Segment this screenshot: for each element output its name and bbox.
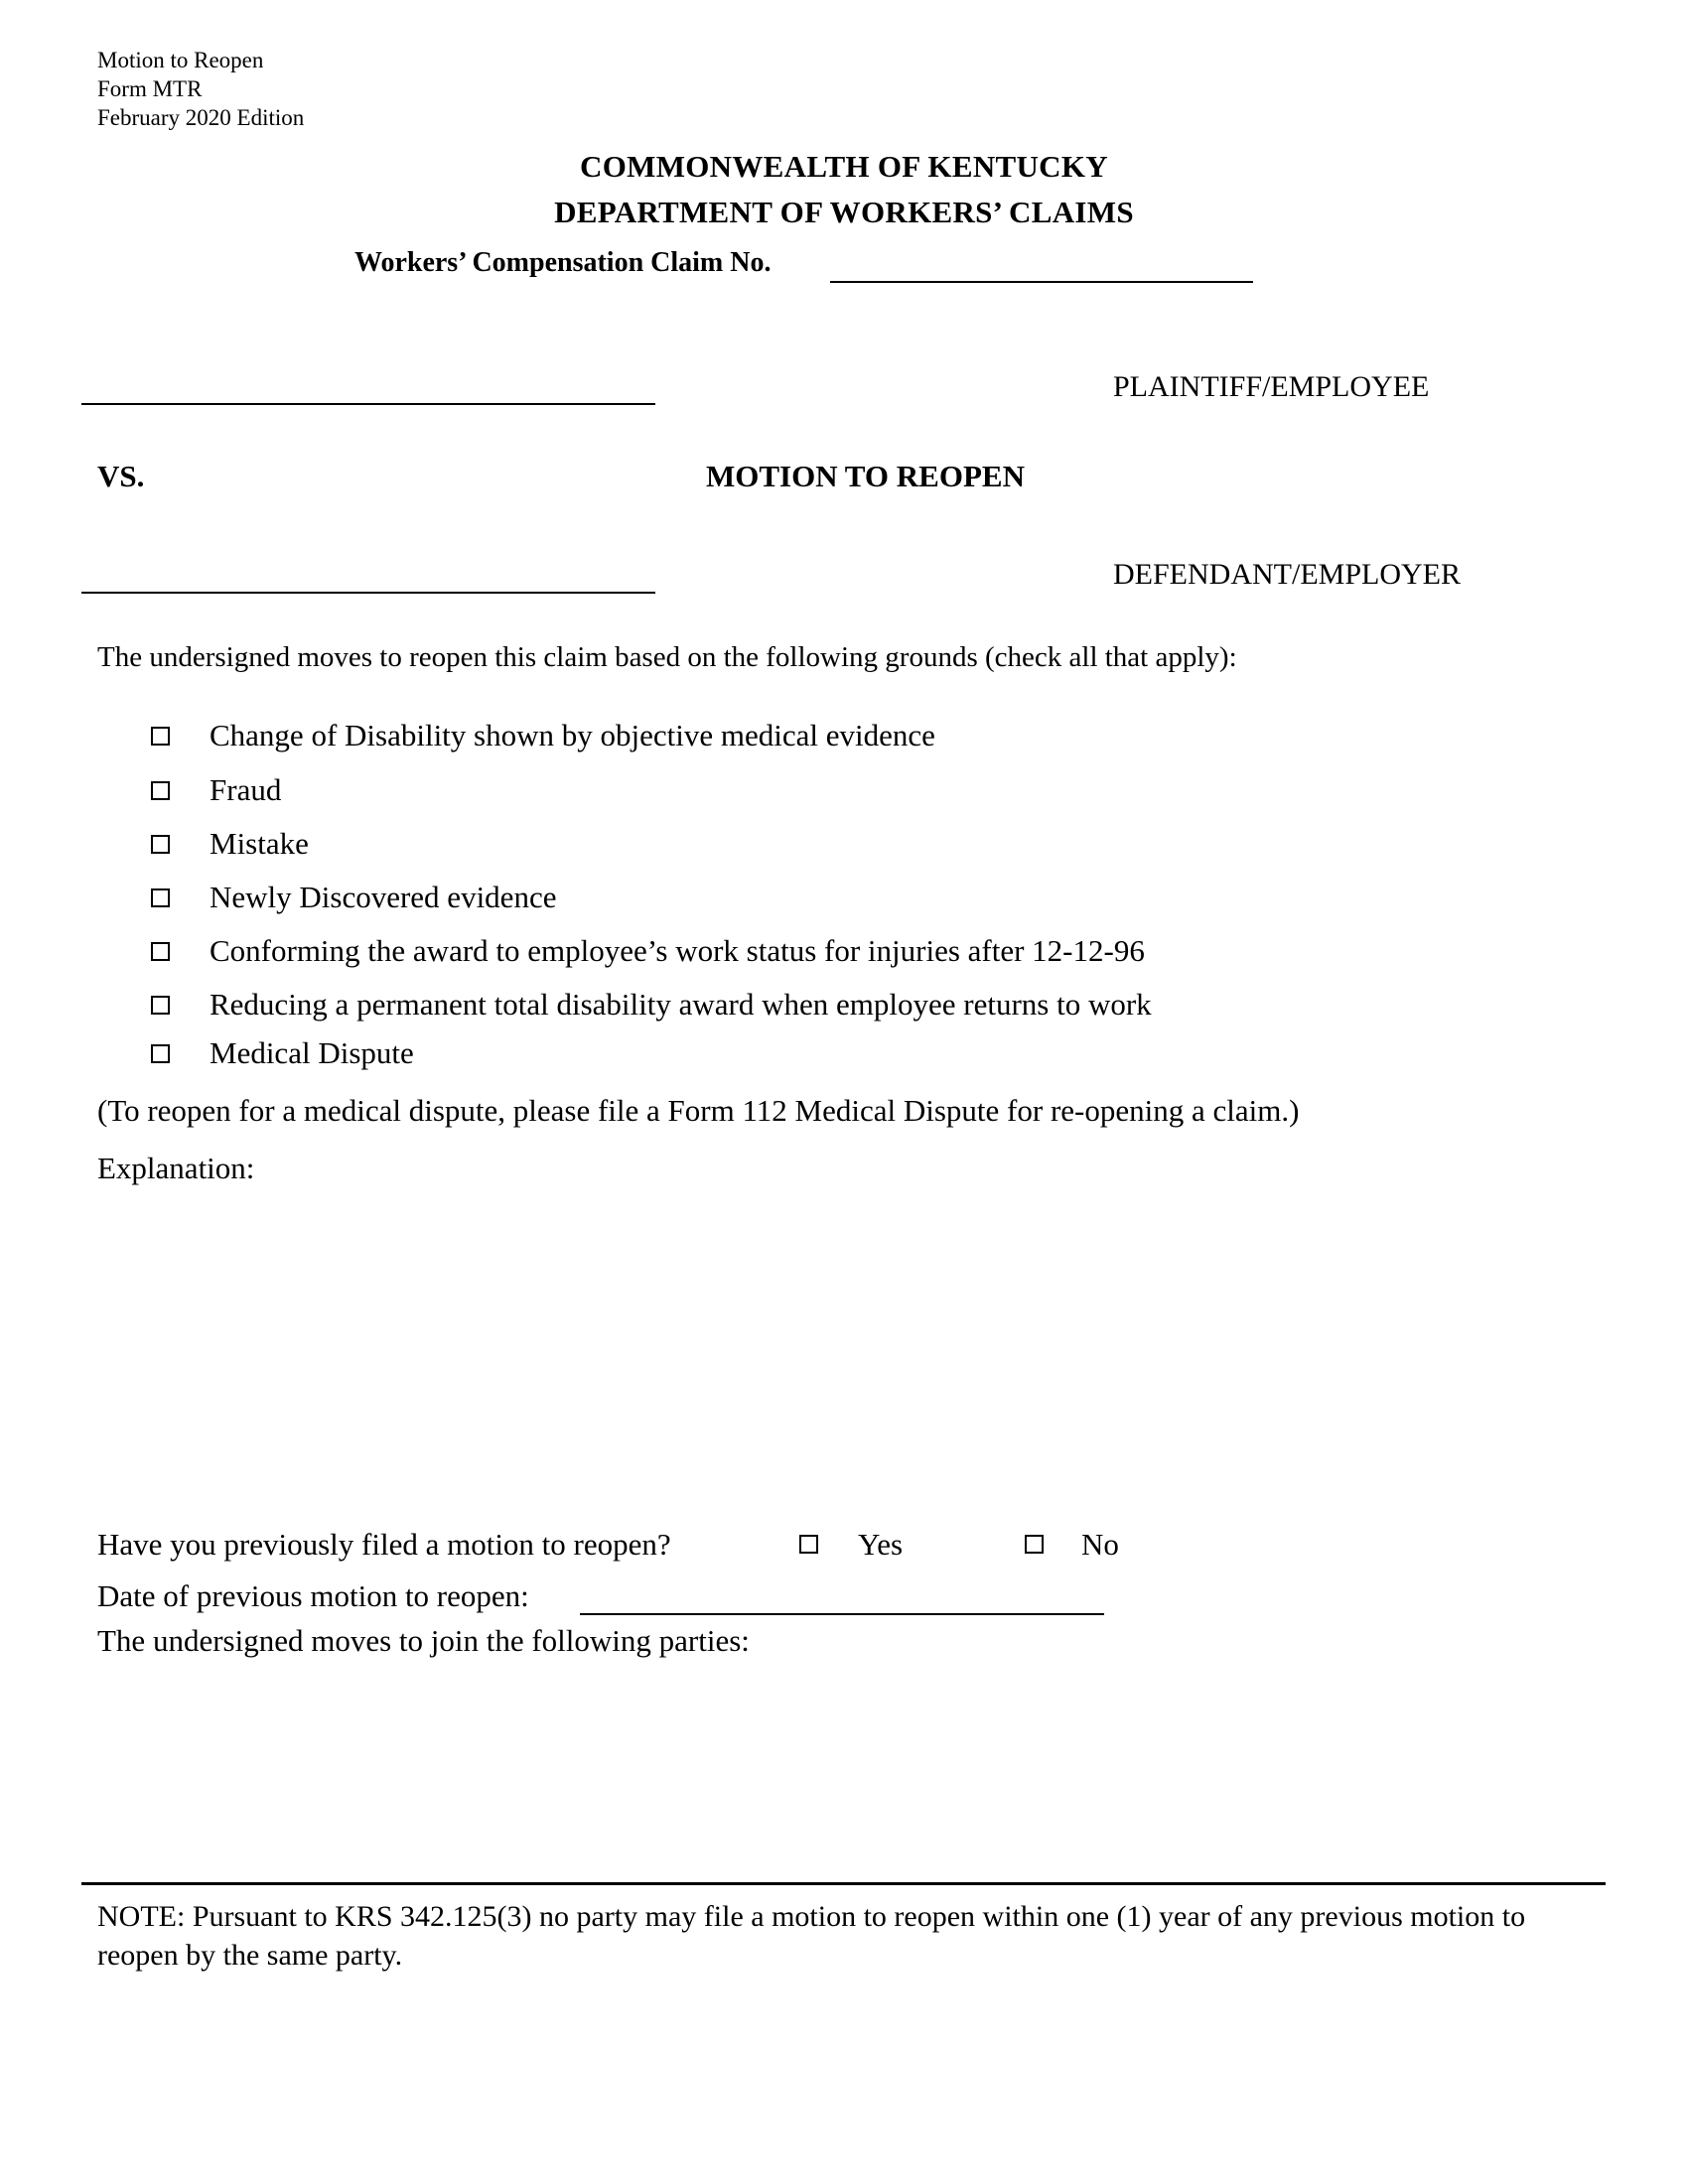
ground-mistake-label: Mistake	[210, 826, 309, 861]
explanation-field[interactable]	[97, 1196, 1587, 1494]
ground-change-of-disability-checkbox[interactable]	[151, 727, 170, 746]
previous-motion-date-label: Date of previous motion to reopen:	[97, 1578, 529, 1613]
plaintiff-label: PLAINTIFF/EMPLOYEE	[1113, 370, 1430, 403]
claim-number-field[interactable]	[830, 281, 1253, 283]
ground-mistake-checkbox[interactable]	[151, 835, 170, 854]
ground-conforming-award-label: Conforming the award to employee’s work status for injuries after 12-12-96	[210, 933, 1145, 968]
ground-change-of-disability-label: Change of Disability shown by objective medical evidence	[210, 718, 935, 752]
reopen-note: NOTE: Pursuant to KRS 342.125(3) no party may file a motion to reopen within one (1) year of any previous motion to reopen by the same party.	[97, 1900, 1526, 1972]
note-divider	[81, 1882, 1606, 1885]
ground-medical-dispute-label: Medical Dispute	[210, 1035, 414, 1070]
plaintiff-name-field[interactable]	[81, 403, 655, 405]
defendant-name-field[interactable]	[81, 592, 655, 594]
previous-motion-date-field[interactable]	[580, 1613, 1104, 1615]
join-parties-label: The undersigned moves to join the following parties:	[97, 1623, 750, 1658]
ground-newly-discovered-evidence-label: Newly Discovered evidence	[210, 880, 557, 914]
join-parties-field[interactable]	[97, 1670, 1587, 1868]
ground-conforming-award-checkbox[interactable]	[151, 942, 170, 961]
agency-heading-department: DEPARTMENT OF WORKERS’ CLAIMS	[554, 195, 1134, 229]
ground-fraud-checkbox[interactable]	[151, 781, 170, 800]
vs-label: VS.	[97, 459, 145, 493]
motion-title: MOTION TO REOPEN	[706, 459, 1025, 493]
previous-motion-no-checkbox[interactable]	[1025, 1535, 1044, 1554]
ground-reducing-ptd-award-checkbox[interactable]	[151, 996, 170, 1015]
claim-number-label: Workers’ Compensation Claim No.	[354, 247, 772, 278]
ground-fraud-label: Fraud	[210, 772, 282, 807]
form-meta-edition: February 2020 Edition	[97, 105, 305, 130]
defendant-label: DEFENDANT/EMPLOYER	[1113, 558, 1461, 591]
medical-dispute-note: (To reopen for a medical dispute, please file a Form 112 Medical Dispute for re-opening a claim.)	[97, 1093, 1300, 1128]
previous-motion-yes-label: Yes	[858, 1527, 904, 1562]
ground-reducing-ptd-award-label: Reducing a permanent total disability award when employee returns to work	[210, 987, 1152, 1022]
previous-motion-question: Have you previously filed a motion to reopen?	[97, 1527, 671, 1562]
grounds-intro: The undersigned moves to reopen this claim based on the following grounds (check all that apply):	[97, 641, 1237, 673]
form-meta-title: Motion to Reopen	[97, 48, 264, 72]
agency-heading-commonwealth: COMMONWEALTH OF KENTUCKY	[580, 149, 1108, 184]
form-meta	[97, 46, 304, 132]
previous-motion-no-label: No	[1081, 1527, 1119, 1562]
explanation-label: Explanation:	[97, 1151, 255, 1185]
ground-newly-discovered-evidence-checkbox[interactable]	[151, 888, 170, 907]
previous-motion-yes-checkbox[interactable]	[799, 1535, 818, 1554]
ground-medical-dispute-checkbox[interactable]	[151, 1044, 170, 1063]
form-meta-number: Form MTR	[97, 76, 203, 101]
